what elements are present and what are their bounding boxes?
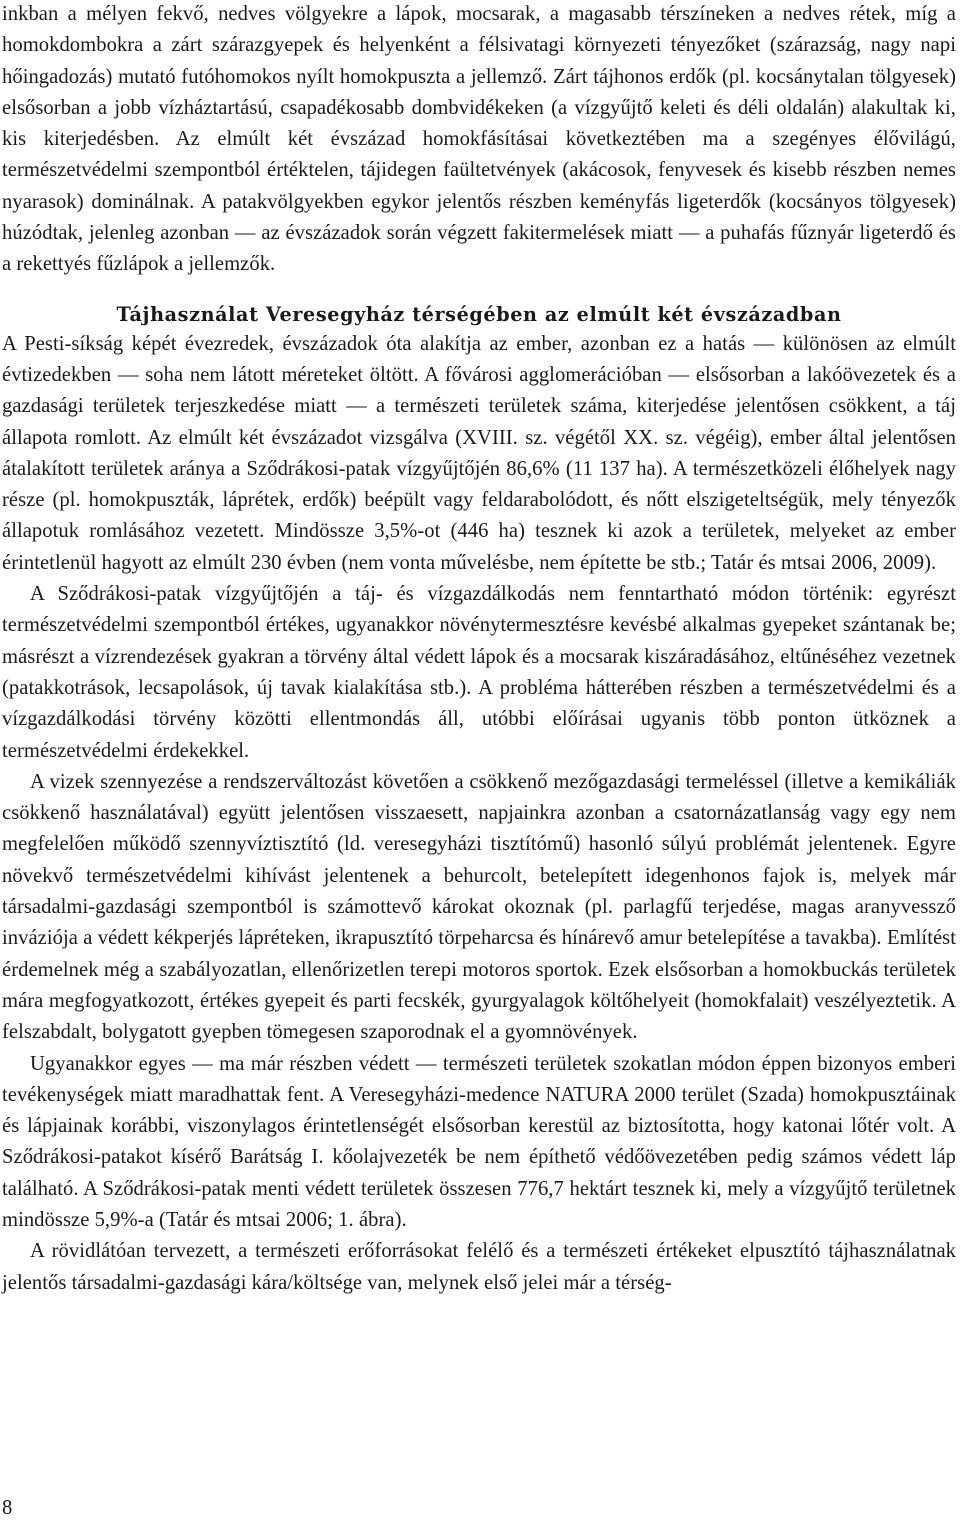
body-paragraph: Ugyanakkor egyes — ma már részben védett — természeti területek szokatlan módon éppen bizonyos emberi tevékenységek miatt maradhattak fent. A Veresegyházi-medence NATURA 2000 terület (Szada) homokpusztáinak és lápjainak korábbi, viszonylagos érintetlenségét elsősorban kerestül az biztosította, hogy katonai lőtér volt. A Sződrákosi-patakot kísérő Barátság I. kőolajvezeték be nem építhető védőövezetében pedig számos védett láp található. A Sződrákosi-patak menti védett területek összesen 776,7 hektárt tesznek ki, mely a vízgyűjtő területnek mindössze 5,9%-a (Tatár és mtsai 2006; 1. ábra). — [2, 1052, 956, 1231]
body-paragraph: A Sződrákosi-patak vízgyűjtőjén a táj- és vízgazdálkodás nem fenntartható módon történik: egyrészt természetvédelmi szempontból értékes, ugyanakkor növénytermesztésre kevésbé alkalmas gyepeket szántanak be; másrészt a vízrendezések gyakran a törvény által védett lápok és a mocsarak kiszáradásához, eltűnéséhez vezetnek (patakkotrások, lecsapolások, új tavak kialakítása stb.). A probléma hátterében részben a természetvédelmi és a vízgazdálkodási törvény közötti ellentmondás áll, utóbbi előírásai ugyanis több ponton ütköznek a természetvédelmi érdekekkel. — [2, 583, 956, 762]
body-paragraph: A vizek szennyezése a rendszerváltozást követően a csökkenő mezőgazdasági termeléssel (illetve a kemikáliák csökkenő használatával) együtt jelentősen visszaesett, napjainkra azonban a csatornázatlanság vagy egy nem megfelelően működő szennyvíztisztító (ld. veresegyházi tisztítómű) hasonló súlyú problémát jelentenek. Egyre növekvő természetvédelmi kihívást jelentenek a behurcolt, betelepített idegenhonos fajok is, melyek már társadalmi-gazdasági szempontból is számottevő károkat okoznak (pl. parlagfű terjedése, magas aranyvessző inváziója a védett kékperjés lápréteken, ikrapusztító törpeharcsa és hínárevő amur betelepítése a tavakba). Említést érdemelnek még a szabályozatlan, ellenőrizetlen terepi motoros sportok. Ezek elsősorban a homokbuckás területek mára megfogyatkozott, értékes gyepeit és parti fecskék, gyurgyalagok költőhelyeit (homokfalait) veszélyeztetik. A felszabdalt, bolygatott gyepben tömegesen szaporodnak el a gyomnövények. — [2, 770, 956, 1044]
body-paragraph: A Pesti-síkság képét évezredek, évszázadok óta alakítja az ember, azonban ez a hatás — különösen az elmúlt évtizedekben — soha nem látott méreteket öltött. A fővárosi agglomerációban — elsősorban a lakóövezetek és a gazdasági területek terjeszkedése miatt — a természeti területek száma, kiterjedése jelentősen csökkent, a táj állapota romlott. Az elmúlt két évszázadot vizsgálva (XVIII. sz. végétől XX. sz. végéig), ember által jelentősen átalakított területek aránya a Sződrákosi-patak vízgyűjtőjén 86,6% (11 137 ha). A természetközeli élőhelyek nagy része (pl. homokpuszták, láprétek, erdők) beépült vagy feldarabolódott, és nőtt elszigeteltségük, mely tényezők állapotuk romlásához vezetett. Mindössze 3,5%-ot (446 ha) tesznek ki azok a területek, melyeket az ember érintetlenül hagyott az elmúlt 230 évben (nem vonta művelésbe, nem építette be stb.; Tatár és mtsai 2006, 2009). — [2, 332, 956, 574]
body-paragraph: inkban a mélyen fekvő, nedves völgyekre a lápok, mocsarak, a magasabb térszíneken a nedves rétek, míg a homokdombokra a zárt szárazgyepek és helyenként a félsivatagi környezeti tényezőket (szárazság, nagy napi hőingadozás) mutató futóhomokos nyílt homokpuszta a jellemző. Zárt tájhonos erdők (pl. kocsánytalan tölgyesek) elsősorban a jobb vízháztartású, csapadékosabb dombvidékeken (a vízgyűjtő keleti és déli oldalán) alakultak ki, kis kiterjedésben. Az elmúlt két évszázad homokfásításai következtében ma a szegényes élővilágú, természetvédelmi szempontból értéktelen, tájidegen faültetvények (akácosok, fenyvesek és kisebb részben nemes nyarasok) dominálnak. A patakvölgyekben egykor jelentős részben keményfás ligeterdők (kocsányos tölgyesek) húzódtak, jelenleg azonban — az évszázadok során végzett fakitermelések miatt — a puhafás fűznyár ligeterdő és a rekettyés fűzlápok a jellemzők. — [2, 3, 956, 276]
page-number: 8 — [2, 1497, 13, 1519]
body-paragraph: A rövidlátóan tervezett, a természeti erőforrásokat felélő és a természeti értékeket elpusztító tájhasználatnak jelentős társadalmi-gazdasági kára/költsége van, melynek első jelei már a térség- — [2, 1240, 956, 1294]
section-heading: Tájhasználat Veresegyház térségében az elmúlt két évszázadban — [116, 302, 842, 326]
